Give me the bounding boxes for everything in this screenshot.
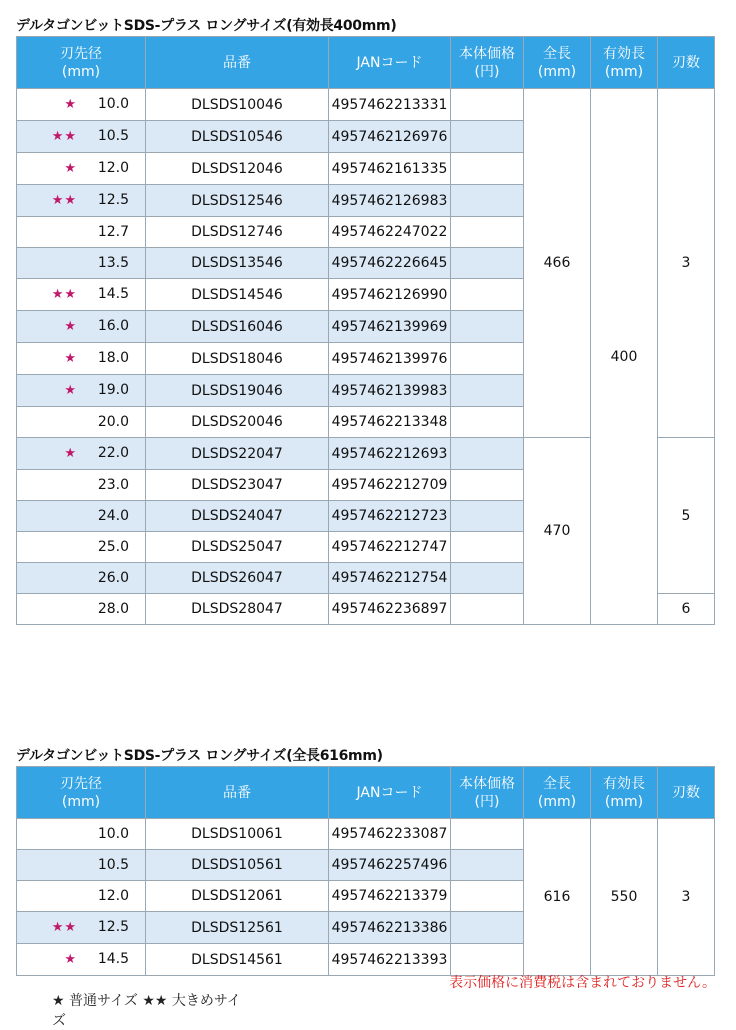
effective-length-cell: 550 (591, 819, 658, 976)
table-row (17, 819, 715, 850)
price-cell (451, 217, 524, 248)
header-part-number: 品番 (146, 37, 329, 89)
star-rating-icon: ★★ (51, 287, 77, 302)
diameter-cell (17, 153, 146, 185)
part-number-cell: DLSDS19046 (146, 375, 329, 407)
part-number-cell: DLSDS20046 (146, 407, 329, 438)
diameter-value: 18.0 (97, 350, 129, 366)
price-cell (451, 944, 524, 976)
price-cell (451, 819, 524, 850)
diameter-value: 24.0 (97, 508, 129, 524)
diameter-value: 12.0 (97, 888, 129, 904)
total-length-cell: 466 (524, 89, 591, 438)
price-cell (451, 532, 524, 563)
diameter-cell (17, 185, 146, 217)
diameter-value: 12.5 (97, 919, 129, 935)
teeth-cell: 3 (658, 819, 715, 976)
star-rating-icon: ★★ (51, 193, 77, 208)
part-number-cell: DLSDS12046 (146, 153, 329, 185)
diameter-value: 10.0 (97, 826, 129, 842)
diameter-cell (17, 470, 146, 501)
diameter-value: 25.0 (97, 539, 129, 555)
jan-code-cell: 4957462213379 (329, 881, 451, 912)
diameter-cell (17, 311, 146, 343)
diameter-cell (17, 594, 146, 625)
part-number-cell: DLSDS18046 (146, 343, 329, 375)
part-number-cell: DLSDS14546 (146, 279, 329, 311)
part-number-cell: DLSDS10546 (146, 121, 329, 153)
jan-code-cell: 4957462212693 (329, 438, 451, 470)
jan-code-cell: 4957462126976 (329, 121, 451, 153)
diameter-cell (17, 248, 146, 279)
price-cell (451, 438, 524, 470)
jan-code-cell: 4957462139976 (329, 343, 451, 375)
star-rating-icon: ★ (64, 161, 77, 176)
diameter-value: 10.5 (97, 128, 129, 144)
jan-code-cell: 4957462139983 (329, 375, 451, 407)
price-cell (451, 375, 524, 407)
table1 (16, 36, 715, 625)
jan-code-cell: 4957462212709 (329, 470, 451, 501)
price-cell (451, 279, 524, 311)
header-jan-code: JANコード (329, 767, 451, 819)
jan-code-cell: 4957462213386 (329, 912, 451, 944)
table1-title: デルタゴンビットSDS-プラス ロングサイズ(有効長400mm) (16, 18, 397, 34)
price-cell (451, 563, 524, 594)
header-teeth: 刃数 (658, 767, 715, 819)
diameter-value: 13.5 (97, 255, 129, 271)
diameter-cell (17, 563, 146, 594)
header-teeth: 刃数 (658, 37, 715, 89)
price-cell (451, 185, 524, 217)
diameter-value: 12.7 (97, 224, 129, 240)
jan-code-cell: 4957462233087 (329, 819, 451, 850)
table2 (16, 766, 715, 976)
diameter-cell (17, 121, 146, 153)
diameter-cell (17, 89, 146, 121)
header-effective-length: 有効長 (mm) (591, 37, 658, 89)
part-number-cell: DLSDS26047 (146, 563, 329, 594)
table2-title: デルタゴンビットSDS-プラス ロングサイズ(全長616mm) (16, 748, 383, 764)
diameter-value: 12.5 (97, 192, 129, 208)
jan-code-cell: 4957462213393 (329, 944, 451, 976)
price-cell (451, 912, 524, 944)
part-number-cell: DLSDS12746 (146, 217, 329, 248)
teeth-cell: 3 (658, 89, 715, 438)
part-number-cell: DLSDS13546 (146, 248, 329, 279)
part-number-cell: DLSDS14561 (146, 944, 329, 976)
header-diameter: 刃先径 (mm) (17, 767, 146, 819)
star-rating-icon: ★ (64, 319, 77, 334)
header-price: 本体価格 (円) (451, 37, 524, 89)
diameter-cell (17, 850, 146, 881)
price-cell (451, 311, 524, 343)
part-number-cell: DLSDS12546 (146, 185, 329, 217)
price-cell (451, 881, 524, 912)
teeth-cell: 5 (658, 438, 715, 594)
star-rating-icon: ★★ (51, 920, 77, 935)
price-cell (451, 470, 524, 501)
jan-code-cell: 4957462226645 (329, 248, 451, 279)
table-row (17, 89, 715, 121)
price-cell (451, 594, 524, 625)
price-cell (451, 153, 524, 185)
diameter-value: 26.0 (97, 570, 129, 586)
table1-header-row (17, 37, 715, 89)
diameter-value: 10.0 (97, 96, 129, 112)
part-number-cell: DLSDS28047 (146, 594, 329, 625)
jan-code-cell: 4957462213348 (329, 407, 451, 438)
total-length-cell: 616 (524, 819, 591, 976)
header-total-length: 全長 (mm) (524, 37, 591, 89)
part-number-cell: DLSDS16046 (146, 311, 329, 343)
table2-header-row (17, 767, 715, 819)
jan-code-cell: 4957462247022 (329, 217, 451, 248)
price-cell (451, 501, 524, 532)
diameter-value: 23.0 (97, 477, 129, 493)
part-number-cell: DLSDS10061 (146, 819, 329, 850)
diameter-cell (17, 217, 146, 248)
diameter-value: 22.0 (97, 445, 129, 461)
diameter-value: 16.0 (97, 318, 129, 334)
diameter-value: 28.0 (97, 601, 129, 617)
jan-code-cell: 4957462213331 (329, 89, 451, 121)
diameter-cell (17, 881, 146, 912)
jan-code-cell: 4957462161335 (329, 153, 451, 185)
jan-code-cell: 4957462212747 (329, 532, 451, 563)
header-jan-code: JANコード (329, 37, 451, 89)
diameter-cell (17, 501, 146, 532)
header-effective-length: 有効長 (mm) (591, 767, 658, 819)
star-rating-icon: ★ (64, 383, 77, 398)
jan-code-cell: 4957462126990 (329, 279, 451, 311)
diameter-value: 19.0 (97, 382, 129, 398)
diameter-cell (17, 438, 146, 470)
jan-code-cell: 4957462212723 (329, 501, 451, 532)
header-total-length: 全長 (mm) (524, 767, 591, 819)
header-part-number: 品番 (146, 767, 329, 819)
diameter-value: 14.5 (97, 951, 129, 967)
diameter-cell (17, 912, 146, 944)
tax-note: 表示価格に消費税は含まれておりません。 (449, 975, 716, 991)
diameter-cell (17, 343, 146, 375)
price-cell (451, 89, 524, 121)
part-number-cell: DLSDS24047 (146, 501, 329, 532)
jan-code-cell: 4957462257496 (329, 850, 451, 881)
diameter-cell (17, 532, 146, 563)
part-number-cell: DLSDS23047 (146, 470, 329, 501)
diameter-cell (17, 819, 146, 850)
table1-section (16, 16, 714, 625)
price-cell (451, 121, 524, 153)
diameter-cell (17, 279, 146, 311)
diameter-value: 20.0 (97, 414, 129, 430)
jan-code-cell: 4957462139969 (329, 311, 451, 343)
header-diameter: 刃先径 (mm) (17, 37, 146, 89)
diameter-value: 14.5 (97, 286, 129, 302)
part-number-cell: DLSDS12561 (146, 912, 329, 944)
star-rating-icon: ★★ (51, 129, 77, 144)
star-rating-icon: ★ (64, 952, 77, 967)
diameter-cell (17, 944, 146, 976)
jan-code-cell: 4957462212754 (329, 563, 451, 594)
diameter-value: 12.0 (97, 160, 129, 176)
teeth-cell: 6 (658, 594, 715, 625)
part-number-cell: DLSDS10046 (146, 89, 329, 121)
price-cell (451, 343, 524, 375)
diameter-cell (17, 375, 146, 407)
star-rating-icon: ★ (64, 446, 77, 461)
jan-code-cell: 4957462236897 (329, 594, 451, 625)
part-number-cell: DLSDS22047 (146, 438, 329, 470)
table2-section (16, 746, 714, 976)
price-cell (451, 248, 524, 279)
jan-code-cell: 4957462126983 (329, 185, 451, 217)
cut-off-text: ★ 普通サイズ ★★ 大きめサイズ (52, 993, 241, 1029)
diameter-value: 10.5 (97, 857, 129, 873)
part-number-cell: DLSDS12061 (146, 881, 329, 912)
part-number-cell: DLSDS10561 (146, 850, 329, 881)
part-number-cell: DLSDS25047 (146, 532, 329, 563)
total-length-cell: 470 (524, 438, 591, 625)
star-rating-icon: ★ (64, 351, 77, 366)
header-price: 本体価格 (円) (451, 767, 524, 819)
effective-length-cell: 400 (591, 89, 658, 625)
price-cell (451, 850, 524, 881)
diameter-cell (17, 407, 146, 438)
star-rating-icon: ★ (64, 97, 77, 112)
price-cell (451, 407, 524, 438)
